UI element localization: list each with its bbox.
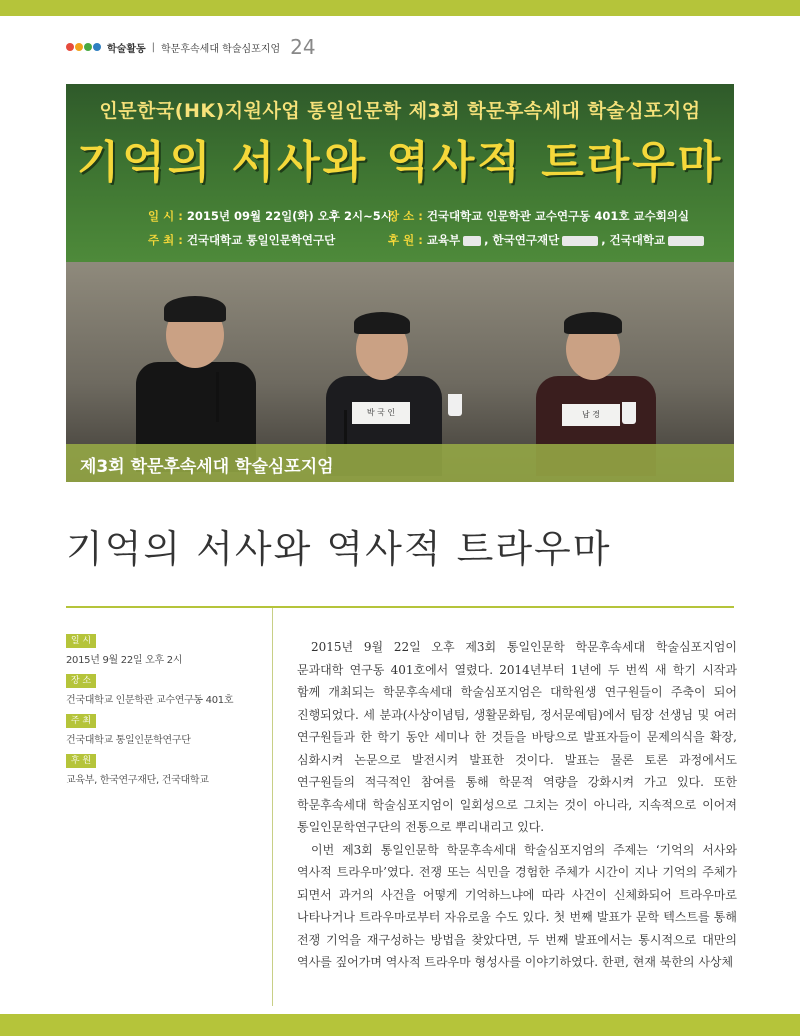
sponsor-logo-icon <box>463 236 481 246</box>
page-header <box>66 36 316 58</box>
water-cup <box>448 394 462 416</box>
sponsor-logo-icon <box>562 236 598 246</box>
info-date <box>66 634 264 666</box>
article-title: 기억의 서사와 역사적 트라우마 <box>66 527 612 571</box>
info-sponsor <box>66 754 264 786</box>
header-title: 학문후속세대 학술심포지엄 <box>161 43 281 55</box>
info-value: 건국대학교 통일인문학연구단 <box>66 735 191 746</box>
info-host <box>66 714 264 746</box>
banner-subtitle: 인문한국(HK)지원사업 통일인문학 제3회 학문후속세대 학술심포지엄 <box>99 100 701 122</box>
nameplate-right: 남 경 <box>562 404 620 426</box>
info-label: 장 소 <box>66 674 96 688</box>
info-label: 일 시 <box>66 634 96 648</box>
info-value: 건국대학교 인문학관 교수연구동 401호 <box>66 695 234 706</box>
body-paragraph: 2015년 9월 22일 오후 제3회 통일인문학 학문후속세대 학술심포지엄이 문과대학 연구동 401호에서 열렸다. 2014년부터 1년에 두 번씩 새 학기 시작과 함께 개최되는 학문후속세대 학술심포지엄은 대학원생 연구원들이 주축이 되어 진행되었다. 세 분과(사상이념팀, 생활문화팀, 정서문예팀)에서 팀장 선생님 및 여러 연구원들과 한 학기 동안 세미나 한 것들을 바탕으로 발표자들이 문제의식을 확장, 심화시켜 논문으로 발전시켜 발표한 것이다. 발표는 물론 토론 과정에서도 연구원들의 적극적인 참여를 통해 학문적 역량을 강화시켜 가고 있다. 또한 학문후속세대 학술심포지엄이 일회성으로 그치는 것이 아니라, 지속적으로 이어져 통일인문학연구단의 전통으로 뿌리내리고 있다. <box>297 640 737 834</box>
top-accent-bar <box>0 0 800 16</box>
banner-host: 주 최 : 건국대학교 통일인문학연구단 <box>148 233 336 247</box>
bottom-accent-bar <box>0 1014 800 1036</box>
info-value: 2015년 9월 22일 오후 2시 <box>66 655 183 666</box>
banner-sponsor: 후 원 : 교육부 , 한국연구재단 , 건국대학교 <box>388 232 707 248</box>
event-photo <box>66 84 734 482</box>
sponsor-logo-icon <box>668 236 704 246</box>
banner-place: 장 소 : 건국대학교 인문학관 교수연구동 401호 교수회의실 <box>388 209 690 223</box>
info-place <box>66 674 264 706</box>
article-body <box>297 636 737 974</box>
info-label: 주 최 <box>66 714 96 728</box>
banner-date: 일 시 : 2015년 09월 22일(화) 오후 2시~5시 <box>148 209 392 223</box>
info-label: 후 원 <box>66 754 96 768</box>
page-number: 24 <box>290 35 316 59</box>
banner-title: 기억의 서사와 역사적 트라우마 <box>76 137 724 188</box>
column-divider <box>272 608 273 1006</box>
title-divider <box>66 606 734 608</box>
header-section: 학술활동 <box>107 43 146 55</box>
event-info-sidebar <box>66 634 264 794</box>
event-banner <box>66 84 734 262</box>
info-value: 교육부, 한국연구재단, 건국대학교 <box>66 775 209 786</box>
logo-icon <box>66 43 101 51</box>
body-paragraph: 이번 제3회 통일인문학 학문후속세대 학술심포지엄의 주제는 ‘기억의 서사와 역사적 트라우마’였다. 전쟁 또는 식민을 경험한 주체가 시간이 지나 기억의 주체가 되면서 과거의 사건을 어떻게 기억하느냐에 따라 사건이 신체화되어 트라우마로 나타나거나 트라우마로부터 자유로울 수도 있다. 첫 번째 발표가 문학 텍스트를 통해 전쟁 기억을 재구성하는 방법을 찾았다면, 두 번째 발표에서는 통시적으로 대만의 역사를 짚어가며 역사적 트라우마 형성사를 이야기하였다. 한편, 현재 북한의 사상체 <box>297 842 737 969</box>
nameplate-middle: 박 국 인 <box>352 402 410 424</box>
header-separator: | <box>151 41 156 53</box>
water-cup <box>622 402 636 424</box>
caption-text: 제3회 학문후속세대 학술심포지엄 <box>80 457 334 477</box>
photo-caption <box>66 444 734 482</box>
